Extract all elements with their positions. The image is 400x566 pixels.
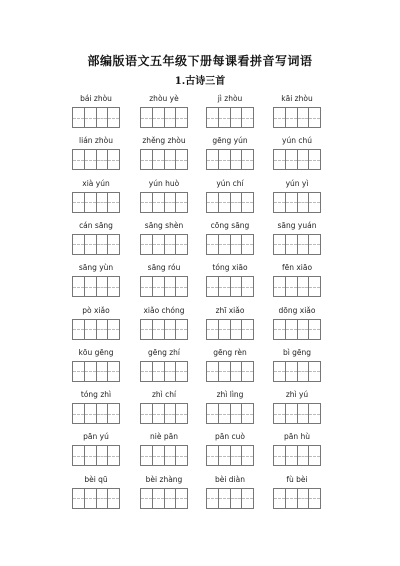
character-box[interactable] xyxy=(298,446,310,465)
pinyin-label: yún chú xyxy=(282,136,312,146)
character-box[interactable] xyxy=(165,193,177,212)
character-box[interactable] xyxy=(108,362,119,381)
character-box[interactable] xyxy=(231,108,243,127)
character-box[interactable] xyxy=(153,150,165,169)
writing-boxes[interactable] xyxy=(273,276,321,297)
pinyin-label: gēng rèn xyxy=(213,347,247,357)
character-box[interactable] xyxy=(97,404,109,423)
character-box[interactable] xyxy=(309,108,320,127)
character-box[interactable] xyxy=(97,193,109,212)
character-box[interactable] xyxy=(286,320,298,339)
character-box[interactable] xyxy=(242,446,253,465)
pinyin-label: cán sāng xyxy=(79,220,113,230)
character-box[interactable] xyxy=(108,320,119,339)
character-box[interactable] xyxy=(274,489,286,508)
writing-boxes[interactable] xyxy=(273,488,321,509)
character-box[interactable] xyxy=(274,193,286,212)
character-box[interactable] xyxy=(176,404,187,423)
character-box[interactable] xyxy=(286,277,298,296)
pinyin-label: kōu gēng xyxy=(78,347,114,357)
character-box[interactable] xyxy=(73,489,85,508)
character-box[interactable] xyxy=(153,108,165,127)
writing-boxes[interactable] xyxy=(72,319,120,340)
character-box[interactable] xyxy=(97,362,109,381)
pinyin-label: yún huò xyxy=(148,178,180,188)
character-box[interactable] xyxy=(298,150,310,169)
writing-boxes[interactable] xyxy=(140,107,188,128)
pinyin-label: bái zhòu xyxy=(80,94,112,103)
character-box[interactable] xyxy=(176,277,187,296)
writing-boxes[interactable] xyxy=(273,403,321,424)
character-box[interactable] xyxy=(141,489,153,508)
character-box[interactable] xyxy=(108,150,119,169)
character-box[interactable] xyxy=(298,235,310,254)
character-box[interactable] xyxy=(298,362,310,381)
writing-boxes[interactable] xyxy=(140,234,188,255)
character-box[interactable] xyxy=(219,362,231,381)
character-box[interactable] xyxy=(298,489,310,508)
writing-boxes[interactable] xyxy=(206,192,254,213)
character-box[interactable] xyxy=(85,277,97,296)
pinyin-label: bèi zhàng xyxy=(145,474,183,484)
character-box[interactable] xyxy=(231,446,243,465)
character-box[interactable] xyxy=(73,150,85,169)
pinyin-label: tóng xiāo xyxy=(212,263,248,273)
pinyin-label: dōng xiǎo xyxy=(278,305,316,315)
pinyin-label: sāng yùn xyxy=(78,263,114,273)
writing-boxes[interactable] xyxy=(273,107,321,128)
pinyin-label: pān cuò xyxy=(215,432,245,442)
character-box[interactable] xyxy=(207,235,219,254)
pinyin-label: xiǎo chóng xyxy=(143,305,185,315)
writing-boxes[interactable] xyxy=(273,445,321,466)
character-box[interactable] xyxy=(231,404,243,423)
character-box[interactable] xyxy=(73,362,85,381)
character-box[interactable] xyxy=(153,320,165,339)
character-box[interactable] xyxy=(242,235,253,254)
character-box[interactable] xyxy=(219,150,231,169)
character-box[interactable] xyxy=(141,108,153,127)
pinyin-label: fù bèi xyxy=(286,474,308,484)
character-box[interactable] xyxy=(153,362,165,381)
writing-boxes[interactable] xyxy=(273,192,321,213)
character-box[interactable] xyxy=(231,489,243,508)
pinyin-label: kāi zhòu xyxy=(281,94,313,103)
pinyin-label: fēn xiāo xyxy=(281,263,313,273)
character-box[interactable] xyxy=(219,193,231,212)
character-box[interactable] xyxy=(85,362,97,381)
character-box[interactable] xyxy=(242,489,253,508)
character-box[interactable] xyxy=(153,489,165,508)
character-box[interactable] xyxy=(97,150,109,169)
character-box[interactable] xyxy=(141,446,153,465)
character-box[interactable] xyxy=(298,193,310,212)
character-box[interactable] xyxy=(286,362,298,381)
writing-boxes[interactable] xyxy=(72,361,120,382)
pinyin-label: sāng róu xyxy=(147,263,181,273)
writing-boxes[interactable] xyxy=(140,361,188,382)
character-box[interactable] xyxy=(286,235,298,254)
character-box[interactable] xyxy=(231,362,243,381)
character-box[interactable] xyxy=(153,277,165,296)
character-box[interactable] xyxy=(153,446,165,465)
character-box[interactable] xyxy=(242,404,253,423)
character-box[interactable] xyxy=(108,404,119,423)
writing-boxes[interactable] xyxy=(72,276,120,297)
character-box[interactable] xyxy=(85,108,97,127)
character-box[interactable] xyxy=(73,108,85,127)
pinyin-label: sāng shèn xyxy=(144,220,184,230)
character-box[interactable] xyxy=(207,320,219,339)
character-box[interactable] xyxy=(207,150,219,169)
character-box[interactable] xyxy=(176,150,187,169)
pinyin-label: bèi diàn xyxy=(214,474,246,484)
character-box[interactable] xyxy=(242,150,253,169)
character-box[interactable] xyxy=(176,362,187,381)
character-box[interactable] xyxy=(309,320,320,339)
character-box[interactable] xyxy=(73,320,85,339)
writing-boxes[interactable] xyxy=(140,319,188,340)
writing-boxes[interactable] xyxy=(206,107,254,128)
character-box[interactable] xyxy=(97,489,109,508)
pinyin-label: cōng sāng xyxy=(210,220,250,230)
character-box[interactable] xyxy=(85,193,97,212)
character-box[interactable] xyxy=(165,404,177,423)
character-box[interactable] xyxy=(231,150,243,169)
character-box[interactable] xyxy=(274,446,286,465)
pinyin-label: gēng zhí xyxy=(147,347,181,357)
character-box[interactable] xyxy=(207,108,219,127)
character-box[interactable] xyxy=(219,489,231,508)
pinyin-label: pān yú xyxy=(83,432,109,442)
character-box[interactable] xyxy=(274,362,286,381)
pinyin-label: jì zhòu xyxy=(217,94,243,103)
writing-boxes[interactable] xyxy=(72,192,120,213)
character-box[interactable] xyxy=(207,277,219,296)
character-box[interactable] xyxy=(286,108,298,127)
character-box[interactable] xyxy=(108,489,119,508)
pinyin-label: zhī xiǎo xyxy=(215,305,245,315)
writing-boxes[interactable] xyxy=(206,234,254,255)
character-box[interactable] xyxy=(242,193,253,212)
character-box[interactable] xyxy=(274,404,286,423)
writing-boxes[interactable] xyxy=(273,361,321,382)
character-box[interactable] xyxy=(176,108,187,127)
character-box[interactable] xyxy=(165,150,177,169)
writing-boxes[interactable] xyxy=(206,276,254,297)
character-box[interactable] xyxy=(274,277,286,296)
character-box[interactable] xyxy=(207,489,219,508)
character-box[interactable] xyxy=(97,277,109,296)
character-box[interactable] xyxy=(85,489,97,508)
pinyin-label: gēng yún xyxy=(212,136,248,146)
character-box[interactable] xyxy=(242,362,253,381)
character-box[interactable] xyxy=(242,320,253,339)
character-box[interactable] xyxy=(165,277,177,296)
character-box[interactable] xyxy=(85,404,97,423)
character-box[interactable] xyxy=(309,277,320,296)
character-box[interactable] xyxy=(309,446,320,465)
character-box[interactable] xyxy=(298,277,310,296)
character-box[interactable] xyxy=(97,320,109,339)
pinyin-label: pò xiǎo xyxy=(82,305,110,315)
character-box[interactable] xyxy=(73,404,85,423)
character-box[interactable] xyxy=(207,404,219,423)
character-box[interactable] xyxy=(309,404,320,423)
pinyin-label: tóng zhì xyxy=(80,390,112,400)
writing-boxes[interactable] xyxy=(206,403,254,424)
pinyin-label: pān hù xyxy=(283,432,310,442)
character-box[interactable] xyxy=(165,235,177,254)
writing-boxes[interactable] xyxy=(140,149,188,170)
character-box[interactable] xyxy=(309,150,320,169)
pinyin-label: bèi qū xyxy=(84,474,108,484)
pinyin-label: bì gēng xyxy=(282,347,312,357)
character-box[interactable] xyxy=(298,320,310,339)
character-box[interactable] xyxy=(274,320,286,339)
character-box[interactable] xyxy=(73,277,85,296)
pinyin-label: sāng yuán xyxy=(277,220,317,230)
character-box[interactable] xyxy=(85,320,97,339)
character-box[interactable] xyxy=(231,277,243,296)
character-box[interactable] xyxy=(274,108,286,127)
writing-boxes[interactable] xyxy=(72,445,120,466)
writing-boxes[interactable] xyxy=(206,149,254,170)
character-box[interactable] xyxy=(219,235,231,254)
character-box[interactable] xyxy=(231,193,243,212)
character-box[interactable] xyxy=(298,404,310,423)
character-box[interactable] xyxy=(108,446,119,465)
writing-boxes[interactable] xyxy=(206,361,254,382)
character-box[interactable] xyxy=(274,235,286,254)
character-box[interactable] xyxy=(97,108,109,127)
writing-boxes[interactable] xyxy=(273,149,321,170)
character-box[interactable] xyxy=(141,277,153,296)
writing-boxes[interactable] xyxy=(72,149,120,170)
character-box[interactable] xyxy=(165,489,177,508)
character-box[interactable] xyxy=(165,446,177,465)
writing-boxes[interactable] xyxy=(206,445,254,466)
character-box[interactable] xyxy=(153,193,165,212)
character-box[interactable] xyxy=(219,404,231,423)
character-box[interactable] xyxy=(242,277,253,296)
character-box[interactable] xyxy=(286,150,298,169)
lesson-title: 1.古诗三首 xyxy=(174,76,226,87)
character-box[interactable] xyxy=(309,362,320,381)
writing-boxes[interactable] xyxy=(140,192,188,213)
pinyin-label: zhěng zhòu xyxy=(142,136,186,146)
character-box[interactable] xyxy=(286,404,298,423)
pinyin-label: zhì yú xyxy=(285,390,309,400)
character-box[interactable] xyxy=(242,108,253,127)
writing-boxes[interactable] xyxy=(206,319,254,340)
character-box[interactable] xyxy=(97,446,109,465)
character-box[interactable] xyxy=(108,108,119,127)
writing-boxes[interactable] xyxy=(72,107,120,128)
pinyin-label: yún yì xyxy=(285,178,309,188)
writing-boxes[interactable] xyxy=(206,488,254,509)
character-box[interactable] xyxy=(153,235,165,254)
writing-boxes[interactable] xyxy=(273,234,321,255)
character-box[interactable] xyxy=(141,150,153,169)
character-box[interactable] xyxy=(219,446,231,465)
character-box[interactable] xyxy=(207,193,219,212)
character-box[interactable] xyxy=(73,193,85,212)
character-box[interactable] xyxy=(286,489,298,508)
character-box[interactable] xyxy=(176,193,187,212)
character-box[interactable] xyxy=(219,277,231,296)
character-box[interactable] xyxy=(73,235,85,254)
character-box[interactable] xyxy=(207,362,219,381)
character-box[interactable] xyxy=(85,235,97,254)
character-box[interactable] xyxy=(286,193,298,212)
character-box[interactable] xyxy=(207,446,219,465)
pinyin-label: zhòu yè xyxy=(149,94,179,103)
character-box[interactable] xyxy=(165,320,177,339)
character-box[interactable] xyxy=(309,489,320,508)
pinyin-label: xià yún xyxy=(82,178,110,188)
character-box[interactable] xyxy=(176,446,187,465)
pinyin-label: niè pān xyxy=(150,432,178,442)
character-box[interactable] xyxy=(141,404,153,423)
character-box[interactable] xyxy=(231,235,243,254)
character-box[interactable] xyxy=(309,235,320,254)
character-box[interactable] xyxy=(176,320,187,339)
character-box[interactable] xyxy=(219,320,231,339)
character-box[interactable] xyxy=(73,446,85,465)
character-box[interactable] xyxy=(298,108,310,127)
writing-boxes[interactable] xyxy=(273,319,321,340)
character-box[interactable] xyxy=(141,235,153,254)
character-box[interactable] xyxy=(141,320,153,339)
character-box[interactable] xyxy=(176,235,187,254)
character-box[interactable] xyxy=(219,108,231,127)
character-box[interactable] xyxy=(231,320,243,339)
character-box[interactable] xyxy=(153,404,165,423)
writing-boxes[interactable] xyxy=(140,403,188,424)
character-box[interactable] xyxy=(85,150,97,169)
character-box[interactable] xyxy=(141,193,153,212)
character-box[interactable] xyxy=(108,235,119,254)
writing-boxes[interactable] xyxy=(72,234,120,255)
character-box[interactable] xyxy=(97,235,109,254)
pinyin-label: zhì chí xyxy=(151,390,177,400)
character-box[interactable] xyxy=(108,277,119,296)
pinyin-label: yún chí xyxy=(216,178,244,188)
character-box[interactable] xyxy=(165,362,177,381)
writing-boxes[interactable] xyxy=(72,403,120,424)
writing-boxes[interactable] xyxy=(140,488,188,509)
character-box[interactable] xyxy=(309,193,320,212)
character-box[interactable] xyxy=(85,446,97,465)
writing-boxes[interactable] xyxy=(72,488,120,509)
pinyin-label: zhì lìng xyxy=(216,390,244,400)
pinyin-label: lián zhòu xyxy=(79,136,113,146)
page-title: 部编版语文五年级下册每课看拼音写词语 xyxy=(87,54,313,68)
character-box[interactable] xyxy=(108,193,119,212)
character-box[interactable] xyxy=(176,489,187,508)
character-box[interactable] xyxy=(165,108,177,127)
writing-boxes[interactable] xyxy=(140,276,188,297)
character-box[interactable] xyxy=(286,446,298,465)
writing-boxes[interactable] xyxy=(140,445,188,466)
character-box[interactable] xyxy=(141,362,153,381)
character-box[interactable] xyxy=(274,150,286,169)
